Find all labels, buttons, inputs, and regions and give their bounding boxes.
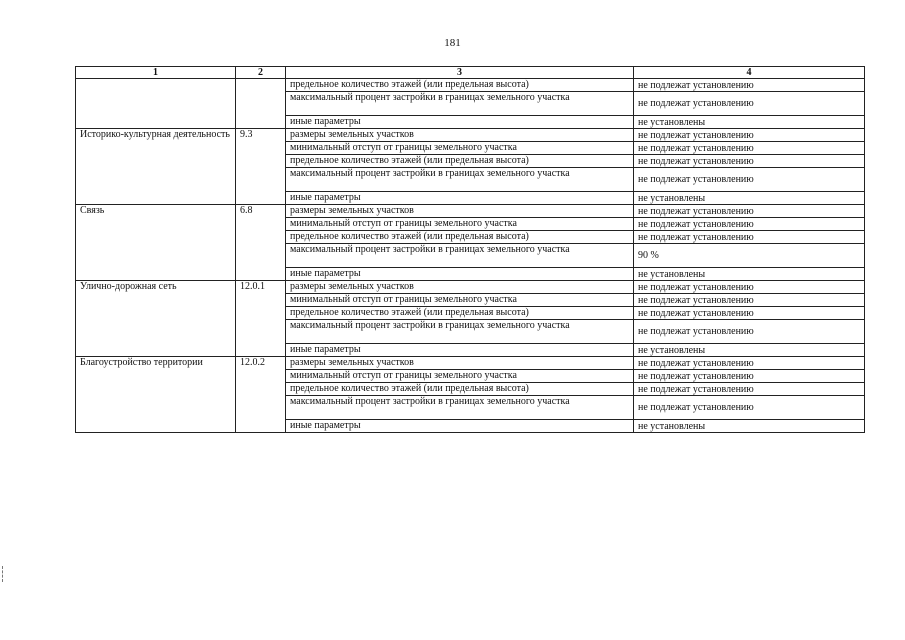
parameter-cell: размеры земельных участков: [286, 205, 634, 218]
value-cell: не подлежат установлению: [634, 129, 865, 142]
parameter-cell: максимальный процент застройки в границах земельного участка: [286, 92, 634, 116]
activity-code-cell: 12.0.2: [236, 357, 286, 433]
zoning-parameters-table: [75, 66, 865, 433]
parameter-cell: предельное количество этажей (или предельная высота): [286, 307, 634, 320]
activity-code-cell: 6.8: [236, 205, 286, 281]
activity-name-cell: [76, 79, 236, 129]
table-row: [76, 129, 865, 142]
value-cell: не установлены: [634, 268, 865, 281]
parameter-cell: минимальный отступ от границы земельного участка: [286, 218, 634, 231]
parameter-cell: максимальный процент застройки в границах земельного участка: [286, 244, 634, 268]
parameter-cell: максимальный процент застройки в границах земельного участка: [286, 320, 634, 344]
value-cell: 90 %: [634, 244, 865, 268]
value-cell: не подлежат установлению: [634, 281, 865, 294]
header-col-2: 2: [236, 67, 286, 79]
parameter-cell: размеры земельных участков: [286, 129, 634, 142]
value-cell: не подлежат установлению: [634, 231, 865, 244]
value-cell: не установлены: [634, 420, 865, 433]
header-col-3: 3: [286, 67, 634, 79]
value-cell: не подлежат установлению: [634, 370, 865, 383]
margin-mark: [2, 566, 5, 582]
parameter-cell: предельное количество этажей (или предельная высота): [286, 79, 634, 92]
header-row: [76, 67, 865, 79]
parameter-cell: иные параметры: [286, 420, 634, 433]
value-cell: не подлежат установлению: [634, 92, 865, 116]
table-row: [76, 357, 865, 370]
activity-code-cell: 9.3: [236, 129, 286, 205]
table-row: [76, 281, 865, 294]
parameter-cell: размеры земельных участков: [286, 281, 634, 294]
parameter-cell: размеры земельных участков: [286, 357, 634, 370]
parameter-cell: максимальный процент застройки в границах земельного участка: [286, 168, 634, 192]
parameter-cell: минимальный отступ от границы земельного участка: [286, 370, 634, 383]
value-cell: не подлежат установлению: [634, 383, 865, 396]
value-cell: не установлены: [634, 116, 865, 129]
parameter-cell: минимальный отступ от границы земельного участка: [286, 294, 634, 307]
page-number: 181: [444, 37, 461, 49]
table-row: [76, 205, 865, 218]
activity-code-cell: 12.0.1: [236, 281, 286, 357]
value-cell: не установлены: [634, 344, 865, 357]
activity-name-cell: Историко-культурная деятельность: [76, 129, 236, 205]
value-cell: не подлежат установлению: [634, 79, 865, 92]
value-cell: не подлежат установлению: [634, 142, 865, 155]
parameter-cell: иные параметры: [286, 192, 634, 205]
value-cell: не подлежат установлению: [634, 320, 865, 344]
activity-name-cell: Улично-дорожная сеть: [76, 281, 236, 357]
value-cell: не подлежат установлению: [634, 168, 865, 192]
parameter-cell: предельное количество этажей (или предельная высота): [286, 231, 634, 244]
parameter-cell: иные параметры: [286, 116, 634, 129]
parameter-cell: минимальный отступ от границы земельного участка: [286, 142, 634, 155]
parameter-cell: предельное количество этажей (или предельная высота): [286, 155, 634, 168]
value-cell: не подлежат установлению: [634, 357, 865, 370]
table-body: [76, 79, 865, 433]
activity-name-cell: Благоустройство территории: [76, 357, 236, 433]
value-cell: не подлежат установлению: [634, 155, 865, 168]
header-col-4: 4: [634, 67, 865, 79]
activity-name-cell: Связь: [76, 205, 236, 281]
table-row: [76, 79, 865, 92]
parameter-cell: иные параметры: [286, 344, 634, 357]
header-col-1: 1: [76, 67, 236, 79]
activity-code-cell: [236, 79, 286, 129]
value-cell: не подлежат установлению: [634, 218, 865, 231]
parameter-cell: иные параметры: [286, 268, 634, 281]
value-cell: не подлежат установлению: [634, 294, 865, 307]
value-cell: не подлежат установлению: [634, 307, 865, 320]
value-cell: не подлежат установлению: [634, 205, 865, 218]
value-cell: не установлены: [634, 192, 865, 205]
parameter-cell: предельное количество этажей (или предельная высота): [286, 383, 634, 396]
value-cell: не подлежат установлению: [634, 396, 865, 420]
parameter-cell: максимальный процент застройки в границах земельного участка: [286, 396, 634, 420]
